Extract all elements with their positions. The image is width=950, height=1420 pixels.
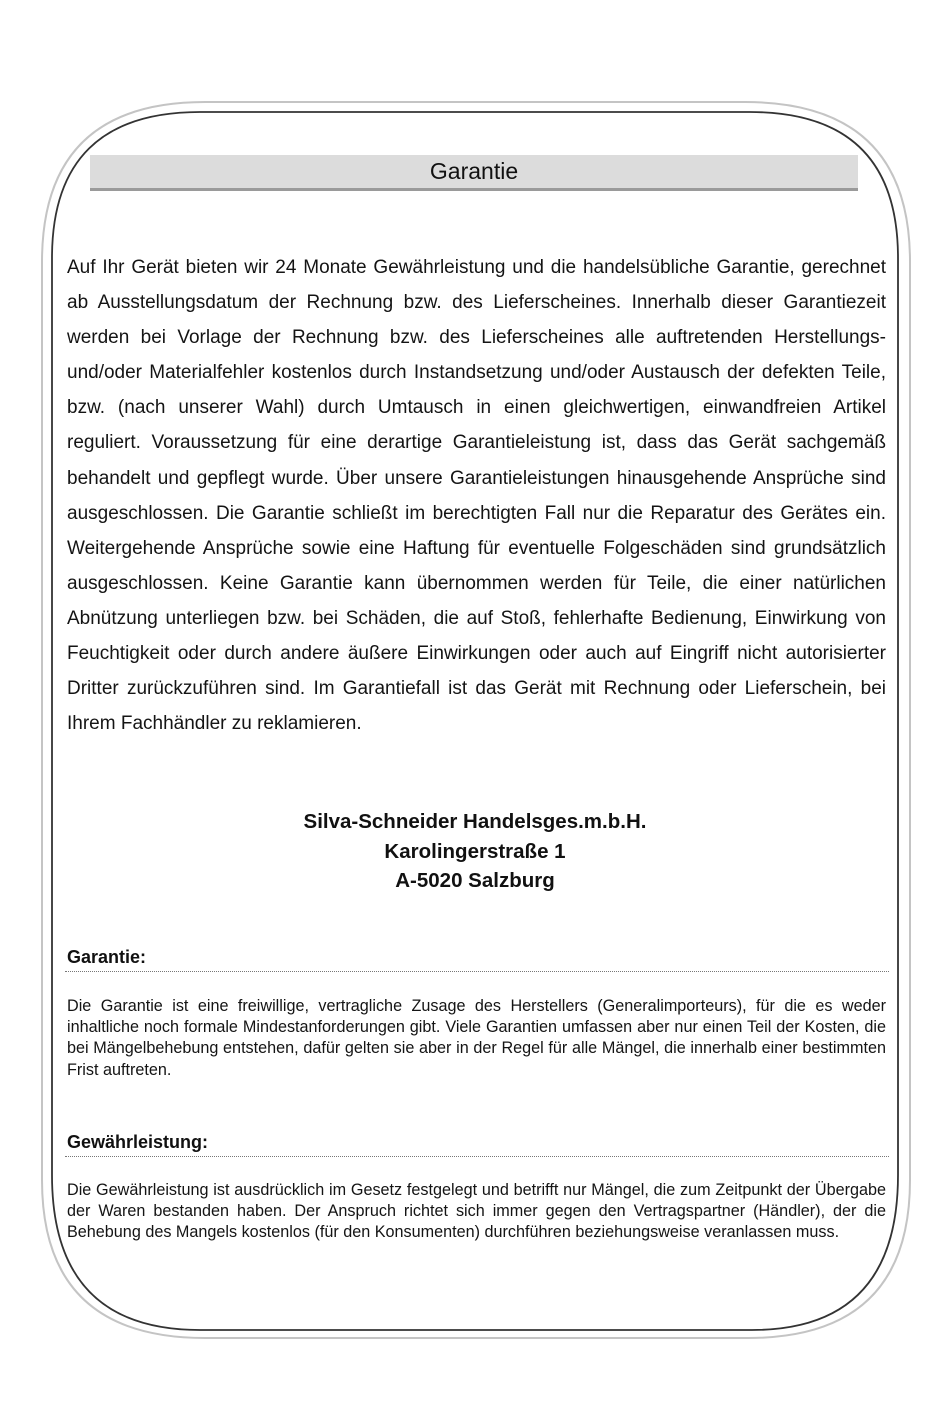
company-name: Silva-Schneider Handelsges.m.b.H. <box>303 810 647 833</box>
section-text-garantie: Die Garantie ist eine freiwillige, vertragliche Zusage des Herstellers (Generalimporteurs), für die es weder inhaltliche noch formale Mindestanforderungen gibt. Viele Garantien umfassen aber nur einen Teil der Kosten, die bei Mängelbehebung entstehen, dafür gelten sie aber in der Regel für alle Mängel, die innerhalb einer bestimmten Frist auftreten. <box>67 997 886 1079</box>
section-divider <box>65 971 889 972</box>
warranty-paragraph: Auf Ihr Gerät bieten wir 24 Monate Gewährleistung und die handelsübliche Garantie, gerechnet ab Ausstellungsdatum der Rechnung bzw. des Lieferscheines. Innerhalb dieser Garantiezeit werden bei Vorlage der Rechnung bzw. des Lieferscheines alle auftretenden Herstellungs- und/oder Materialfehler kostenlos durch Instandsetzung und/oder Austausch der defekten Teile, bzw. (nach unserer Wahl) durch Umtausch in einen gleichwertigen, einwandfreien Artikel reguliert. Voraussetzung für eine derartige Garantieleistung ist, dass das Gerät sachgemäß behandelt und gepflegt wurde. Über unsere Garantieleistungen hinausgehende Ansprüche sind ausgeschlossen. Die Garantie schließt im berechtigten Fall nur die Reparatur des Gerätes ein. Weitergehende Ansprüche sowie eine Haftung für eventuelle Folgeschäden sind grundsätzlich ausgeschlossen. Keine Garantie kann übernommen werden für Teile, die einer natürlichen Abnützung unterliegen bzw. bei Schäden, die auf Stoß, fehlerhafte Bedienung, Einwirkung von Feuchtigkeit oder durch andere äußere Einwirkungen oder auch auf Eingriff nicht autorisierter Dritter zurückzuführen sind. Im Garantiefall ist das Gerät mit Rechnung oder Lieferschein, bei Ihrem Fachhändler zu reklamieren. <box>67 257 886 735</box>
city-address: A-5020 Salzburg <box>395 869 555 892</box>
street-address: Karolingerstraße 1 <box>384 839 566 863</box>
section-heading-gewaehrleistung: Gewährleistung: <box>67 1132 209 1152</box>
section-heading-garantie: Garantie: <box>67 947 147 967</box>
section-text-gewaehrleistung: Die Gewährleistung ist ausdrücklich im Gesetz festgelegt und betrifft nur Mängel, die zum Zeitpunkt der Übergabe der Waren bestanden haben. Der Anspruch richtet sich immer gegen den Vertragspartner (Händler), der die Behebung des Mangels kostenlos (für den Konsumenten) durchführen beziehungsweise veranlassen muss. <box>67 1181 886 1242</box>
company-address <box>0 807 950 896</box>
page-title: Garantie <box>429 158 519 184</box>
title-bar <box>90 155 858 191</box>
section-divider <box>65 1156 889 1157</box>
